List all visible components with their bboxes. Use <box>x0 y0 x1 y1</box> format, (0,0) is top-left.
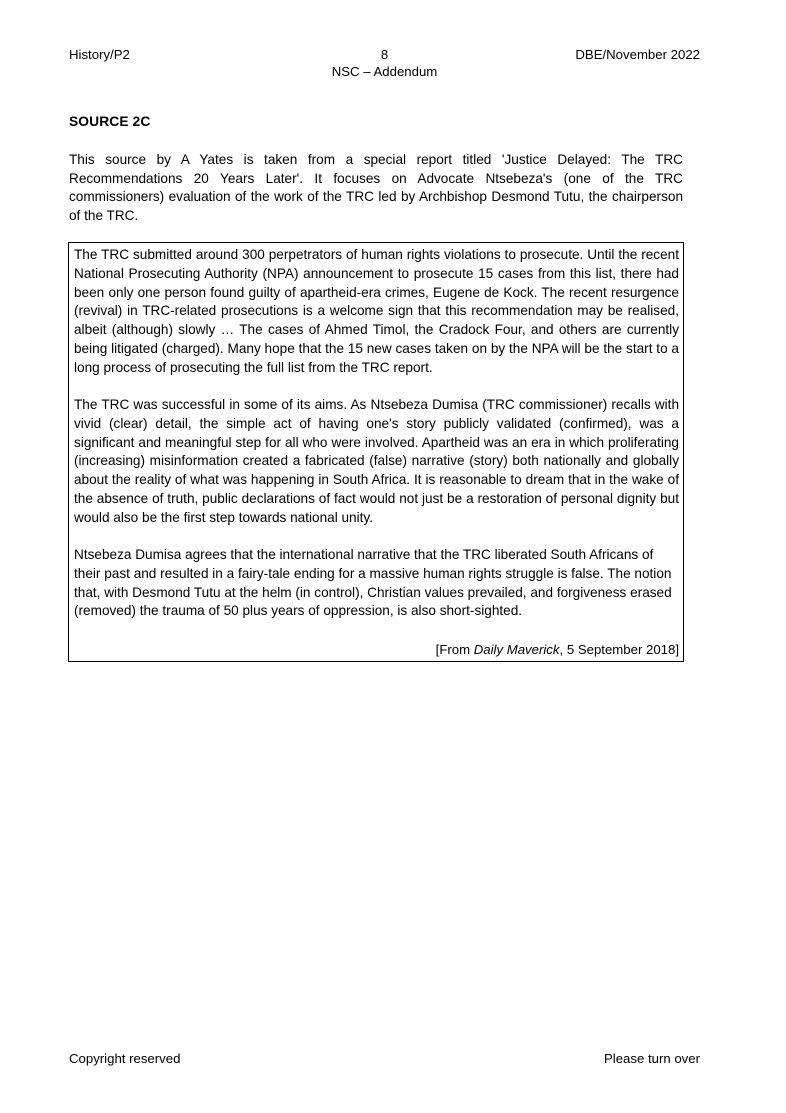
extract-paragraph-2: The TRC was successful in some of its aims. As Ntsebeza Dumisa (TRC commissioner) recalls with vivid (clear) detail, the simple act of having one's story publicly validated (confirmed), was a significant and meaningful step for all who were involved. Apartheid was an era in which proliferating (increasing) misinformation created a fabricated (false) narrative (story) both nationally and globally about the reality of what was happening in South Africa. It is reasonable to dream that in the wake of the absence of truth, public declarations of fact would not just be a restoration of personal dignity but would also be the first step towards national unity. <box>74 397 679 525</box>
footer-turn-over: Please turn over <box>603 1051 700 1066</box>
page-footer <box>69 1050 700 1070</box>
source-intro-paragraph: This source by A Yates is taken from a special report titled 'Justice Delayed: The TRC Recommendations 20 Years Later'. It focuses on Advocate Ntsebeza's (one of the TRC commissioners) evaluation of the work of the TRC led by Archbishop Desmond Tutu, the chairperson of the TRC. <box>69 152 683 223</box>
attribution-publication: Daily Maverick <box>473 642 560 657</box>
page-header <box>69 46 700 86</box>
extract-paragraph-1: The TRC submitted around 300 perpetrators of human rights violations to prosecute. Until the recent National Prosecuting Authority (NPA) announcement to prosecute 15 cases from this list, there had been only one person found guilty of apartheid-era crimes, Eugene de Kock. The recent resurgence (revival) in TRC-related prosecutions is a welcome sign that this recommendation may be realised, albeit (although) slowly … The cases of Ahmed Timol, the Cradock Four, and others are currently being litigated (charged). Many hope that the 15 new cases taken on by the NPA will be the start to a long process of prosecuting the full list from the TRC report. <box>74 247 679 375</box>
source-extract-box <box>68 242 684 662</box>
header-page-number: 8 <box>380 47 389 62</box>
source-heading: SOURCE 2C <box>69 114 151 129</box>
extract-paragraph-3: Ntsebeza Dumisa agrees that the international narrative that the TRC liberated South Africans of their past and resulted in a fairy-tale ending for a massive human rights struggle is false. The notion that, with Desmond Tutu at the helm (in control), Christian values prevailed, and forgiveness erased (removed) the trauma of 50 plus years of oppression, is also short-sighted. <box>74 547 672 619</box>
attribution-prefix: [From <box>435 642 474 657</box>
header-exam-line: NSC – Addendum <box>331 64 438 79</box>
header-subject-paper: History/P2 <box>69 47 130 62</box>
footer-copyright: Copyright reserved <box>69 1051 181 1066</box>
header-board-session: DBE/November 2022 <box>575 47 700 62</box>
attribution-suffix: , 5 September 2018] <box>559 642 679 657</box>
extract-attribution <box>74 641 679 658</box>
